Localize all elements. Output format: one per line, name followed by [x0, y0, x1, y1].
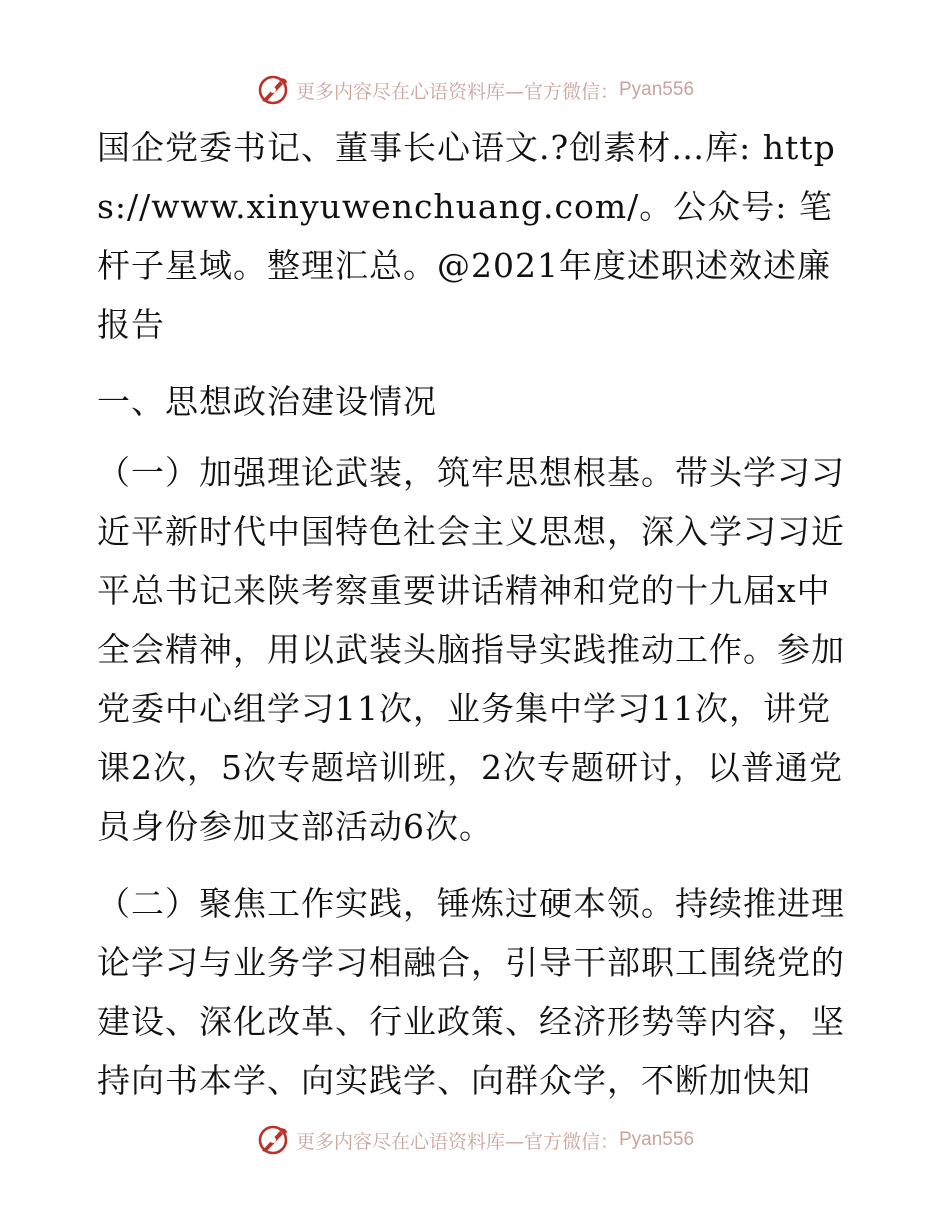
watermark-wechat-id: Pyan556: [619, 1129, 695, 1150]
watermark-banner-top: [0, 70, 950, 110]
watermark-wechat-id: Pyan556: [619, 79, 695, 100]
document-body: [97, 118, 857, 1110]
paragraph-theory-study: （一）加强理论武装，筑牢思想根基。带头学习习近平新时代中国特色社会主义思想，深入学习习近平总书记来陕考察重要讲话精神和党的十九届x中全会精神，用以武装头脑指导实践推动工作。参加党委中心组学习11次，业务集中学习11次，讲党课2次，5次专题培训班，2次专题研讨，以普通党员身份参加支部活动6次。: [97, 453, 845, 846]
quill-logo-icon: [256, 1123, 290, 1157]
watermark-banner-bottom: [0, 1120, 950, 1160]
quill-logo-icon: [256, 73, 290, 107]
watermark-text: 更多内容尽在心语资料库—官方微信：: [295, 80, 619, 103]
intro-paragraph: 国企党委书记、董事长心语文.?创素材…库: https://www.xinyuwenchuang.com/。公众号: 笔杆子星域。整理汇总。@2021年度述职述效述廉报告: [97, 128, 836, 344]
paragraph-work-practice: （二）聚焦工作实践，锤炼过硬本领。持续推进理论学习与业务学习相融合，引导干部职工围绕党的建设、深化改革、行业政策、经济形势等内容，坚持向书本学、向实践学、向群众学，不断加快知: [97, 884, 845, 1100]
watermark-text: 更多内容尽在心语资料库—官方微信：: [295, 1130, 619, 1153]
section-heading: 一、思想政治建设情况: [97, 382, 437, 421]
